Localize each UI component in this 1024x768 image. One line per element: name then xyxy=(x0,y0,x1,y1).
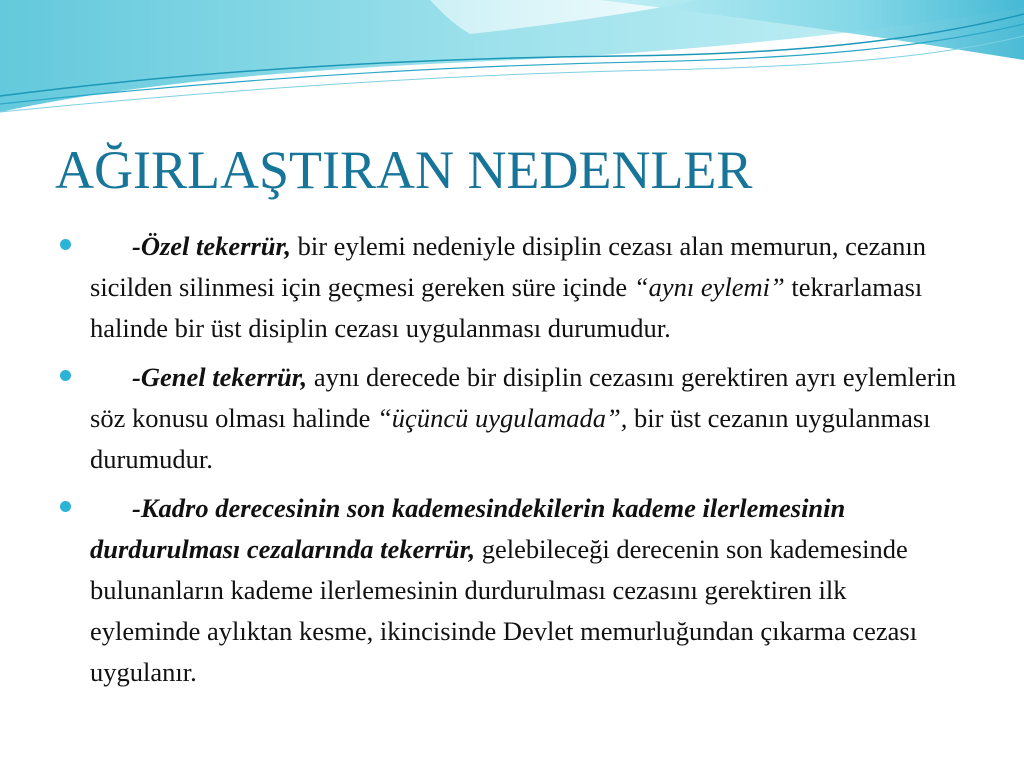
bullet-text: bir eylemi nedeniyle disiplin cezası alan memurun, cezanın sicilden silinmesi için geçmesi gereken süre içinde xyxy=(90,231,927,302)
bullet-quote: “üçüncü uygulamada”, xyxy=(377,403,628,433)
bullet-dot-icon xyxy=(60,239,71,250)
bullet-text: bir üst cezanın uygulanması durumudur. xyxy=(90,403,931,474)
bullet-item-kadro-derecesi xyxy=(60,488,960,693)
bullet-list xyxy=(60,226,960,701)
bullet-lead: -Kadro derecesinin son kademesindekilerin kademe ilerlemesinin durdurulması cezalarında tekerrür, xyxy=(90,493,846,564)
slide-title: AĞIRLAŞTIRAN NEDENLER xyxy=(55,140,753,200)
bullet-dot-icon xyxy=(60,501,71,512)
bullet-text: aynı derecede bir disiplin cezasını gerektiren ayrı eylemlerin söz konusu olması halinde xyxy=(90,362,957,433)
bullet-item-ozel-tekerrur xyxy=(60,226,960,349)
bullet-lead: -Genel tekerrür, xyxy=(132,362,308,392)
bullet-lead: -Özel tekerrür, xyxy=(132,231,291,261)
bullet-dot-icon xyxy=(60,370,71,381)
bullet-text: tekrarlaması halinde bir üst disiplin cezası uygulanması durumudur. xyxy=(90,272,923,343)
bullet-quote: “aynı eylemi” xyxy=(633,272,785,302)
bullet-text: gelebileceği derecenin son kademesinde bulunanların kademe ilerlemesinin durdurulması cezasını gerektiren ilk eyleminde aylıktan kesme, ikincisinde Devlet memurluğundan çıkarma cezası uygulanır. xyxy=(90,534,918,687)
wave-decoration xyxy=(0,0,1024,130)
bullet-item-genel-tekerrur xyxy=(60,357,960,480)
